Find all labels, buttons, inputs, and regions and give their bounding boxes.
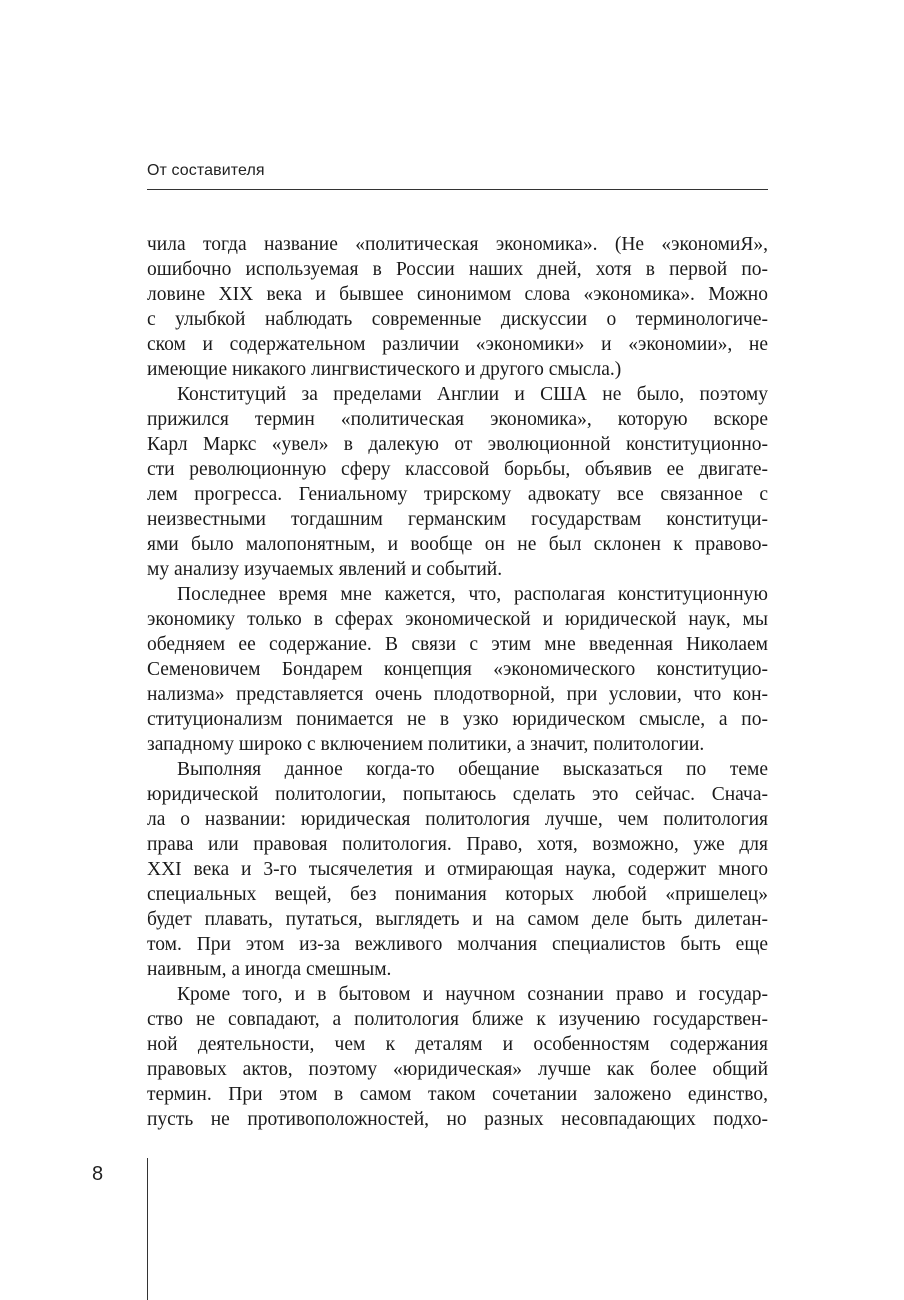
text-line: термин. При этом в самом таком сочетании заложено единство, [147, 1084, 768, 1105]
text-line: XXI века и 3-го тысячелетия и отмирающая наука, содержит много [147, 859, 768, 880]
text-line: экономику только в сферах экономической и юридической наук, мы [147, 609, 768, 630]
text-line: Выполняя данное когда-то обещание высказаться по теме [177, 759, 768, 780]
text-line: ла о названии: юридическая политология лучше, чем политология [147, 809, 768, 830]
text-line: лем прогресса. Гениальному трирскому адвокату все связанное с [147, 484, 768, 505]
text-line: ями было малопонятным, и вообще он не был склонен к правово- [147, 534, 768, 555]
text-line: чила тогда название «политическая экономика». (Не «экономиЯ», [147, 234, 768, 255]
page-number: 8 [92, 1163, 104, 1185]
text-line: наивным, а иногда смешным. [147, 959, 392, 980]
text-line: имеющие никакого лингвистического и другого смысла.) [147, 359, 622, 380]
text-line: Кроме того, и в бытовом и научном сознании право и государ- [177, 984, 768, 1005]
paragraph [147, 582, 768, 757]
text-line: Последнее время мне кажется, что, располагая конституционную [177, 584, 768, 605]
footer-rule [147, 1158, 148, 1300]
text-line: обедняем ее содержание. В связи с этим мне введенная Николаем [147, 634, 768, 655]
text-line: ском и содержательном различии «экономики» и «экономии», не [147, 334, 768, 355]
header-rule [147, 189, 768, 190]
text-line: том. При этом из-за вежливого молчания специалистов быть еще [147, 934, 768, 955]
text-line: ошибочно используемая в России наших дней, хотя в первой по- [147, 259, 768, 280]
text-line: ство не совпадают, а политология ближе к изучению государствен- [147, 1009, 768, 1030]
paragraph [147, 757, 768, 982]
text-line: правовых актов, поэтому «юридическая» лучше как более общий [147, 1059, 768, 1080]
paragraph [147, 382, 768, 582]
text-line: ной деятельности, чем к деталям и особенностям содержания [147, 1034, 768, 1055]
text-line: прижился термин «политическая экономика», которую вскоре [147, 409, 768, 430]
text-line: ституционализм понимается не в узко юридическом смысле, а по- [147, 709, 768, 730]
text-line: Семеновичем Бондарем концепция «экономического конституцио- [147, 659, 768, 680]
text-line: с улыбкой наблюдать современные дискуссии о терминологиче- [147, 309, 768, 330]
text-line: права или правовая политология. Право, хотя, возможно, уже для [147, 834, 768, 855]
text-line: неизвестными тогдашним германским государствам конституци- [147, 509, 768, 530]
text-line: Конституций за пределами Англии и США не было, поэтому [177, 384, 768, 405]
paragraph [147, 982, 768, 1132]
text-line: му анализу изучаемых явлений и событий. [147, 559, 503, 580]
text-line: западному широко с включением политики, а значит, политологии. [147, 734, 705, 755]
text-line: юридической политологии, попытаюсь сделать это сейчас. Снача- [147, 784, 768, 805]
text-line: будет плавать, путаться, выглядеть и на самом деле быть дилетан- [147, 909, 768, 930]
body-text [147, 232, 768, 1132]
text-line: пусть не противоположностей, но разных несовпадающих подхо- [147, 1109, 768, 1130]
text-line: сти революционную сферу классовой борьбы, объявив ее двигате- [147, 459, 768, 480]
running-head-title: От составителя [147, 162, 265, 179]
paragraph [147, 232, 768, 382]
text-line: Карл Маркс «увел» в далекую от эволюционной конституционно- [147, 434, 768, 455]
text-line: ловине XIX века и бывшее синонимом слова «экономика». Можно [147, 284, 768, 305]
text-line: специальных вещей, без понимания которых любой «пришелец» [147, 884, 768, 905]
text-line: нализма» представляется очень плодотворной, при условии, что кон- [147, 684, 768, 705]
